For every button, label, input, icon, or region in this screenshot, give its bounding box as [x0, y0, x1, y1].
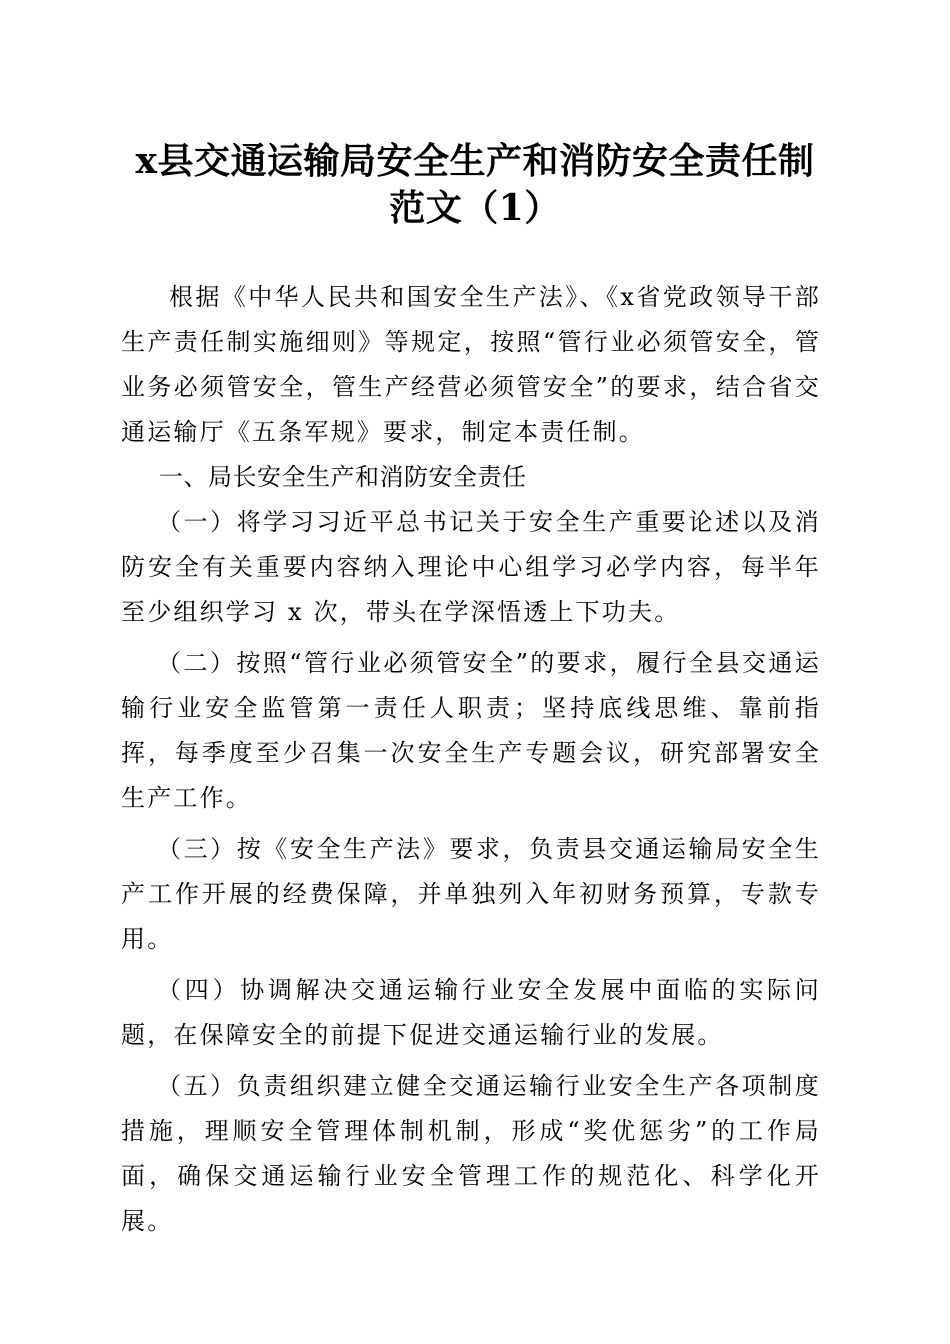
intro-paragraph: 根据《中华人民共和国安全生产法》、《x省党政领导干部生产责任制实施细则》等规定，按照“管行业必须管安全，管业务必须管安全，管生产经营必须管安全”的要求，结合省交通运输厅《五条军规》要求，制定本责任制。: [121, 283, 821, 446]
section-heading: 一、局长安全生产和消防安全责任: [159, 463, 527, 491]
list-item: （二）按照“管行业必须管安全”的要求，履行全县交通运输行业安全监管第一责任人职责；坚持底线思维、靠前指挥，每季度至少召集一次安全生产专题会议，研究部署安全生产工作。: [121, 649, 821, 812]
document-title: x县交通运输局安全生产和消防安全责任制范文（1）: [135, 140, 815, 229]
list-item: （一）将学习习近平总书记关于安全生产重要论述以及消防安全有关重要内容纳入理论中心组学习必学内容，每半年至少组织学习 x 次，带头在学深悟透上下功夫。: [121, 508, 821, 626]
document-body: [121, 275, 821, 1244]
list-item: （五）负责组织建立健全交通运输行业安全生产各项制度措施，理顺安全管理体制机制，形成“奖优惩劣”的工作局面，确保交通运输行业安全管理工作的规范化、科学化开展。: [121, 1072, 821, 1235]
list-item: （三）按《安全生产法》要求，负责县交通运输局安全生产工作开展的经费保障，并单独列入年初财务预算，专款专用。: [121, 835, 821, 953]
list-item: （四）协调解决交通运输行业安全发展中面临的实际问题，在保障安全的前提下促进交通运输行业的发展。: [121, 976, 821, 1049]
